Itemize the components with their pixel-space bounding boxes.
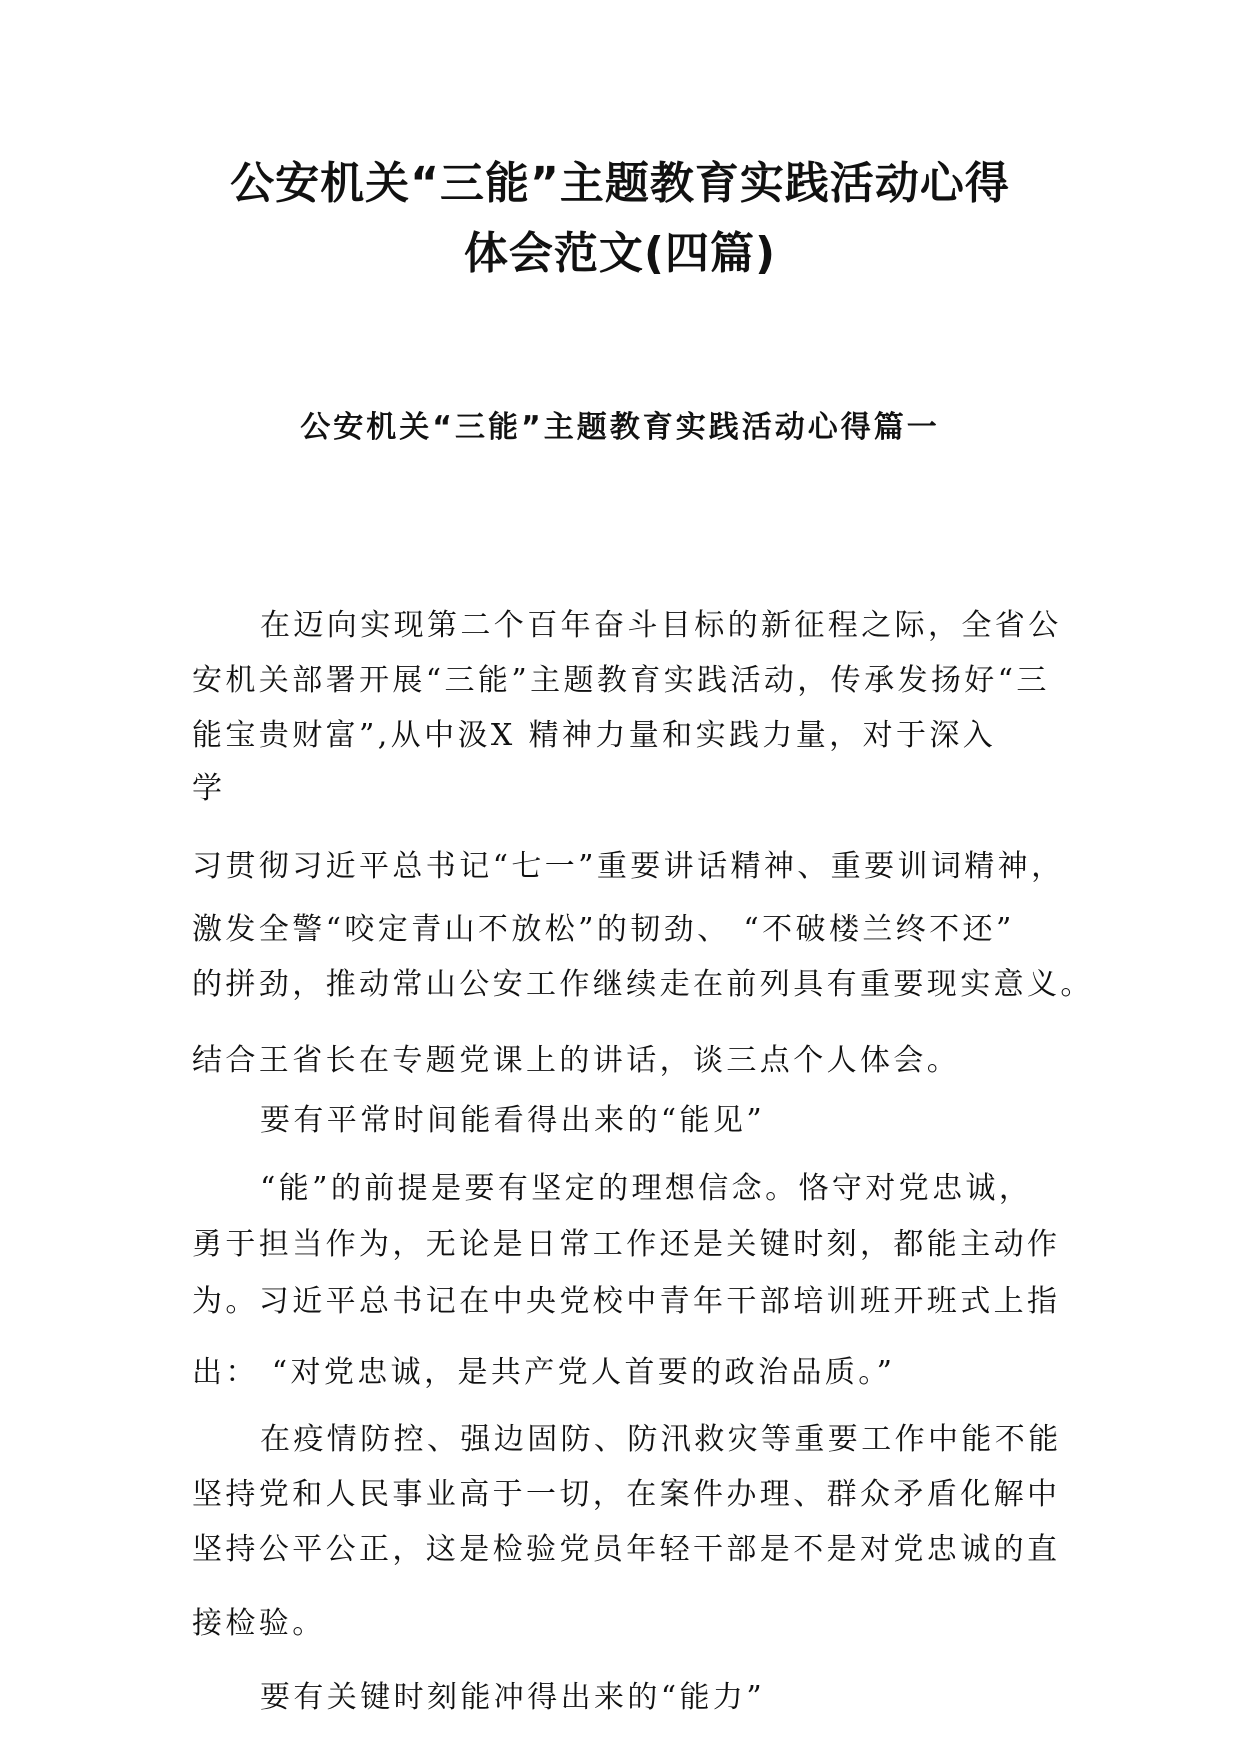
paragraph-line: 习贯彻习近平总书记“七一”重要讲话精神、重要训词精神， [192,849,1065,884]
paragraph-line: 接检验。 [192,1606,326,1641]
paragraph-line: 为。习近平总书记在中央党校中青年干部培训班开班式上指 [192,1284,1061,1319]
paragraph-line: 坚持党和人民事业高于一切，在案件办理、群众矛盾化解中 [192,1477,1061,1512]
paragraph-line: 结合王省长在专题党课上的讲话，谈三点个人体会。 [192,1043,961,1078]
paragraph-line: “能”的前提是要有坚定的理想信念。恪守对党忠诚， [260,1171,1033,1206]
paragraph-line: 坚持公平公正，这是检验党员年轻干部是不是对党忠诚的直 [192,1532,1061,1567]
paragraph-line: 学 [192,771,226,806]
paragraph-line: 安机关部署开展“三能”主题教育实践活动，传承发扬好“三 [192,663,1050,698]
paragraph-line: 能宝贵财富”,从中汲X 精神力量和实践力量，对于深入 [192,718,997,753]
paragraph-line: 要有平常时间能看得出来的“能见” [260,1103,766,1138]
paragraph-line: 在疫情防控、强边固防、防汛救灾等重要工作中能不能 [260,1422,1062,1457]
paragraph-line: 勇于担当作为，无论是日常工作还是关键时刻，都能主动作 [192,1227,1061,1262]
document-title-line-1: 公安机关“三能”主题教育实践活动心得 [230,158,1010,209]
document-title-line-2: 体会范文(四篇) [463,228,777,279]
paragraph-line: 在迈向实现第二个百年奋斗目标的新征程之际，全省公 [260,608,1062,643]
paragraph-line: 激发全警“咬定青山不放松”的韧劲、 “不破楼兰终不还” [192,912,1015,947]
section-heading: 公安机关“三能”主题教育实践活动心得篇一 [300,410,940,445]
paragraph-line: 出： “对党忠诚，是共产党人首要的政治品质。” [192,1355,896,1390]
paragraph-line: 的拼劲，推动常山公安工作继续走在前列具有重要现实意义。 [192,967,1094,1002]
paragraph-line: 要有关键时刻能冲得出来的“能力” [260,1680,766,1715]
